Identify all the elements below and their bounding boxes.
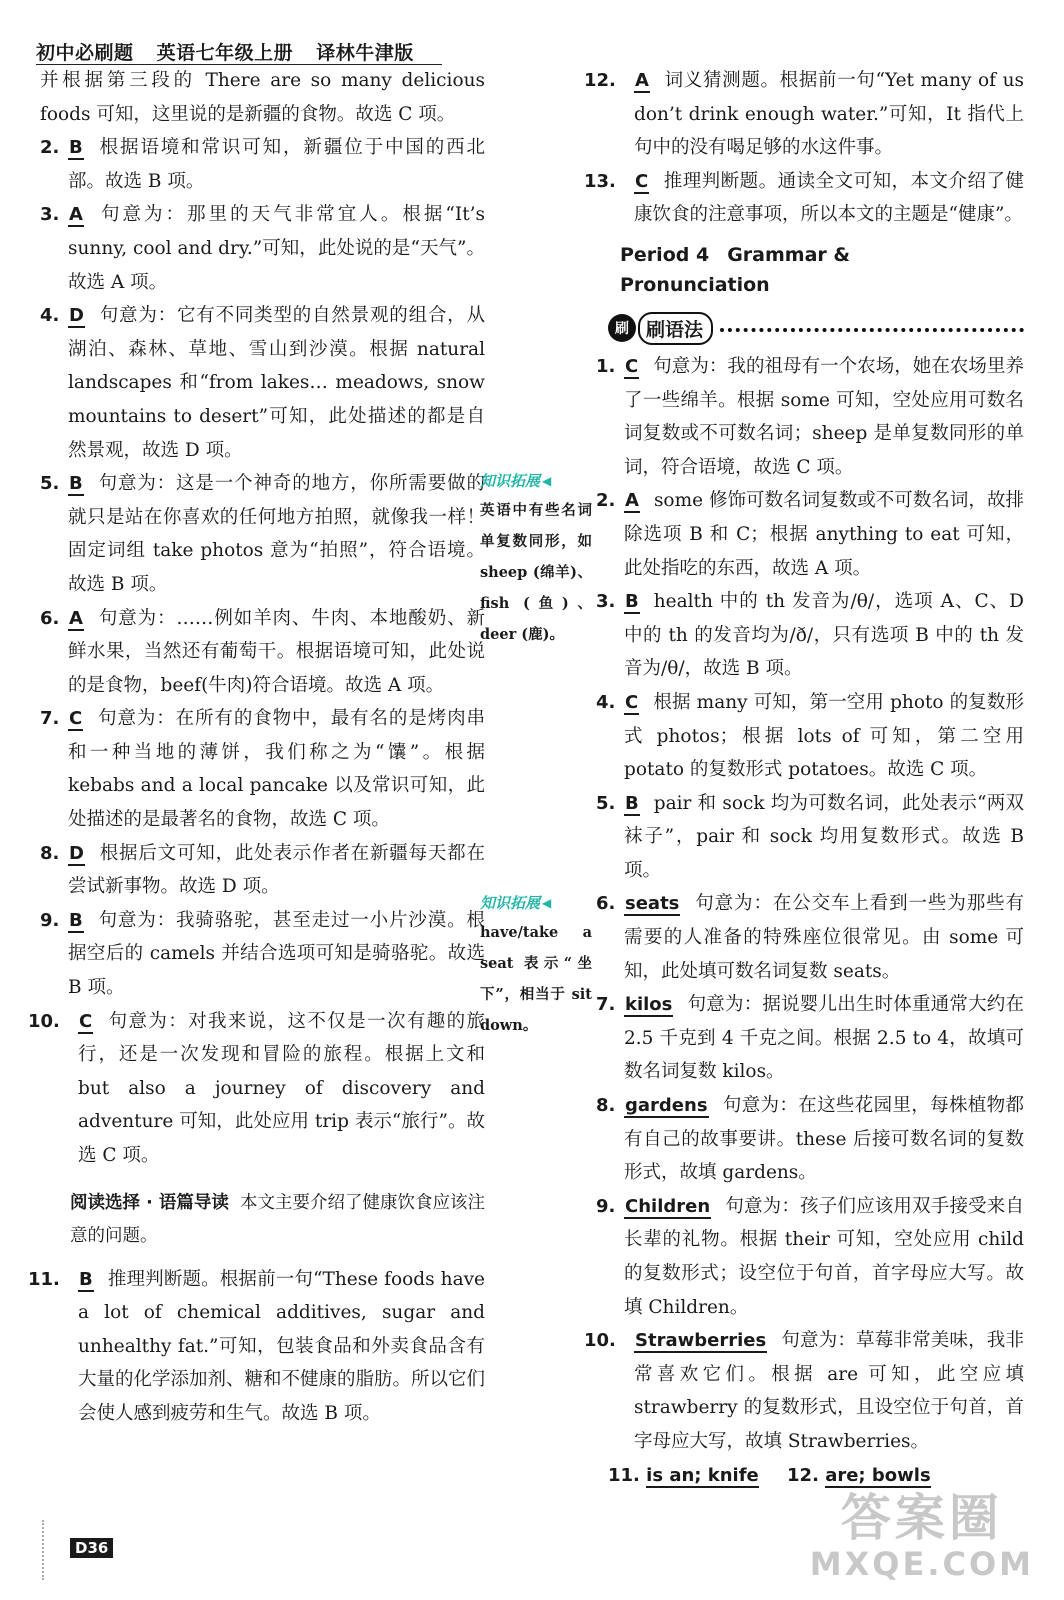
item-number: 12. <box>787 1464 819 1486</box>
grammar-items-11-12 <box>608 1459 1024 1493</box>
margin-dots <box>42 1520 70 1580</box>
explanation: 根据 many 可知，第一空用 photo 的复数形式 photos；根据 lots of 可知，第二空用 potato 的复数形式 potatoes。故选 C 项。 <box>624 691 1024 781</box>
item-number: 12. <box>584 70 616 91</box>
grammar-item-4 <box>596 686 1024 787</box>
knowledge-note-text: 英语中有些名词单复数同形，如 sheep (绵羊)、fish (鱼)、deer (鹿)。 <box>480 502 592 643</box>
item-number: 7. <box>596 994 616 1016</box>
knowledge-note-text: have/take a seat 表示“坐下”，相当于 sit down。 <box>480 924 592 1034</box>
explanation: 句意为：那里的天气非常宜人。根据“It’s sunny, cool and dry.”可知，此处说的是“天气”。故选 A 项。 <box>68 204 485 293</box>
watermark-url: MXQE.COM <box>809 1545 1034 1583</box>
item-number: 4. <box>596 691 616 713</box>
item-number: 4. <box>40 305 60 327</box>
answer-key: C <box>625 355 639 377</box>
item-number: 8. <box>40 842 60 864</box>
answer-key: Children <box>625 1195 711 1217</box>
explanation: 推理判断题。根据前一句“These foods have a lot of chemical additives, sugar and unhealthy fat.”可知，包装食品和外卖食品含有大量的化学添加剂、糖和不健康的脂肪。所以它们会使人感到疲劳和生气。故选 B 项。 <box>78 1268 486 1424</box>
left-answer-list <box>28 131 485 1172</box>
answer-key: kilos <box>625 994 673 1016</box>
knowledge-label <box>480 892 551 913</box>
item-number: 9. <box>596 1195 616 1217</box>
grammar-item-9 <box>596 1190 1024 1324</box>
section-badge-row <box>608 310 1024 348</box>
answer-key: A <box>69 204 83 226</box>
explanation: some 修饰可数名词复数或不可数名词，故排除选项 B 和 C；根据 anything to eat 可知，此处指吃的东西，故选 A 项。 <box>624 490 1024 579</box>
explanation: pair 和 sock 均为可数名词，此处表示“两双袜子”，pair 和 sock 均用复数形式。故选 B 项。 <box>624 792 1024 881</box>
explanation: health 中的 th 发音为/θ/，选项 A、C、D 中的 th 的发音均为/ð/，只有选项 B 中的 th 发音为/θ/，故选 B 项。 <box>624 591 1024 680</box>
item-number: 11. <box>608 1464 640 1486</box>
item-number: 11. <box>28 1268 60 1290</box>
knowledge-label-text: 知识拓展 <box>480 472 541 490</box>
explanation: 词义猜测题。根据前一句“Yet many of us don’t drink enough water.”可知，It 指代上句中的没有喝足够的水这件事。 <box>634 70 1024 159</box>
knowledge-label <box>480 470 551 491</box>
item-number: 2. <box>596 490 616 512</box>
explanation: 句意为：草莓非常美味，我非常喜欢它们。根据 are 可知，此空应填 strawberry 的复数形式，且设空位于句首，首字母应大写，故填 Strawberries。 <box>634 1330 1024 1452</box>
answer-key: C <box>79 1010 93 1032</box>
guide-text: 本文主要介绍了健康饮食应该注意的问题。 <box>70 1192 485 1246</box>
guide-title: 阅读选择 · 语篇导读 <box>70 1192 229 1213</box>
item-number: 7. <box>40 708 60 730</box>
grammar-answer-list <box>584 350 1024 1459</box>
item-number: 3. <box>596 591 616 613</box>
explanation: 句意为：这是一个神奇的地方，你所需要做的就只是站在你喜欢的任何地方拍照，就像我一样！固定词组 take photos 意为“拍照”，符合语境。故选 B 项。 <box>68 473 485 595</box>
answer-key: seats <box>625 893 680 915</box>
answer-key: C <box>635 170 649 192</box>
answer-item-11 <box>28 1263 486 1431</box>
item-number: 5. <box>40 473 60 495</box>
knowledge-note-2 <box>480 892 592 1041</box>
answer-key: D <box>69 842 84 864</box>
answer-key: D <box>69 305 84 327</box>
answer-item-3 <box>40 198 485 299</box>
answer-key: A <box>69 607 83 629</box>
item-number: 1. <box>596 355 616 377</box>
explanation: 句意为：我的祖母有一个农场，她在农场里养了一些绵羊。根据 some 可知，空处应用可数名词复数或不可数名词；sheep 是单复数同形的单词，符合语境，故选 C 项。 <box>624 355 1024 478</box>
item-number: 10. <box>584 1330 616 1352</box>
triangle-left-icon: ◀ <box>542 895 552 910</box>
right-column <box>584 64 1024 1493</box>
item-number: 6. <box>596 893 616 915</box>
period-heading <box>620 240 1024 300</box>
period-label: Period 4 <box>620 243 710 266</box>
grammar-item-5 <box>596 787 1024 888</box>
running-header <box>36 38 430 65</box>
site-watermark <box>810 1490 1034 1582</box>
period-title: Grammar & Pronunciation <box>620 243 850 296</box>
brush-icon: 刷 <box>608 314 636 342</box>
answer-item-5 <box>40 467 485 601</box>
answer-item-2 <box>40 131 485 198</box>
knowledge-label-text: 知识拓展 <box>480 894 541 912</box>
answer-key: B <box>69 137 83 159</box>
grammar-item-6 <box>596 887 1024 988</box>
explanation: 句意为：我骑骆驼，甚至走过一小片沙漠。根据空后的 camels 并结合选项可知是骑骆驼。故选 B 项。 <box>68 909 485 999</box>
explanation: 句意为：在所有的食物中，最有名的是烤肉串和一种当地的薄饼，我们称之为“馕”。根据 kebabs and a local pancake 以及常识可知，此处描述的是最著名的食物，故选 C 项。 <box>68 708 485 831</box>
knowledge-note-1 <box>480 470 592 650</box>
reading-guide <box>70 1187 485 1253</box>
answer-item-9 <box>40 904 485 1005</box>
answer-item-12 <box>584 64 1024 165</box>
explanation: 句意为：在这些花园里，每株植物都有自己的故事要讲。these 后接可数名词的复数形式，故填 gardens。 <box>624 1095 1024 1184</box>
dotted-divider <box>720 328 1024 332</box>
explanation: 句意为：在公交车上看到一些为那些有需要的人准备的特殊座位很常见。由 some 可知，此处填可数名词复数 seats。 <box>624 893 1024 982</box>
explanation: 句意为：它有不同类型的自然景观的组合，从湖泊、森林、草地、雪山到沙漠。根据 natural landscapes 和“from lakes… meadows, snow mountains to desert”可知，此处描述的都是自然景观，故选 D 项。 <box>68 305 485 461</box>
item-number: 5. <box>596 792 616 814</box>
answer-key: are; bowls <box>825 1464 931 1486</box>
answer-item-10 <box>28 1005 485 1173</box>
grammar-item-1 <box>596 350 1024 484</box>
item-number: 9. <box>40 909 60 931</box>
grammar-item-3 <box>596 585 1024 686</box>
answer-key: B <box>625 591 639 613</box>
header-edition: 译林牛津版 <box>316 42 414 64</box>
answer-item-6 <box>40 602 485 703</box>
explanation: 句意为：孩子们应该用双手接受来自长辈的礼物。根据 their 可知，空处应用 child 的复数形式；设空位于句首，首字母应大写。故填 Children。 <box>624 1195 1024 1318</box>
answer-item-4 <box>40 299 485 467</box>
item-number: 10. <box>28 1010 60 1032</box>
answer-key: B <box>69 909 83 931</box>
header-series: 初中必刷题 <box>36 42 134 64</box>
grammar-item-10 <box>584 1324 1024 1458</box>
triangle-left-icon: ◀ <box>542 473 552 488</box>
explanation: 根据后文可知，此处表示作者在新疆每天都在尝试新事物。故选 D 项。 <box>68 842 485 898</box>
answer-key: B <box>79 1268 93 1290</box>
grammar-badge <box>608 312 713 345</box>
answer-key: gardens <box>625 1095 708 1117</box>
answer-key: C <box>625 691 639 713</box>
page-number: D36 <box>70 1538 113 1558</box>
watermark-logo-text: 答案圈 <box>840 1489 1003 1547</box>
answer-item-13 <box>584 165 1024 232</box>
answer-item-8 <box>40 837 485 904</box>
answer-key: Strawberries <box>635 1330 767 1352</box>
item-number: 13. <box>584 170 616 192</box>
left-column <box>28 64 486 1431</box>
item-number: 3. <box>40 204 60 226</box>
answer-key: is an; knife <box>646 1464 759 1486</box>
header-subject: 英语七年级上册 <box>156 42 294 64</box>
answer-key: B <box>625 792 639 814</box>
answer-key: A <box>625 490 639 512</box>
answer-key: A <box>635 70 649 91</box>
grammar-item-8 <box>596 1089 1024 1190</box>
explanation: 句意为：……例如羊肉、牛肉、本地酸奶、新鲜水果，当然还有葡萄干。根据语境可知，此处说的是食物，beef(牛肉)符合语境。故选 A 项。 <box>68 607 485 696</box>
explanation: 推理判断题。通读全文可知，本文介绍了健康饮食的注意事项，所以本文的主题是“健康”。 <box>634 170 1024 226</box>
answer-key: B <box>69 473 83 495</box>
explanation: 句意为：对我来说，这不仅是一次有趣的旅行，还是一次发现和冒险的旅程。根据上文和 but also a journey of discovery and adventure 可知，此处应用 trip 表示“旅行”。故选 C 项。 <box>78 1010 485 1166</box>
item-number: 6. <box>40 607 60 629</box>
grammar-item-7 <box>596 988 1024 1089</box>
continued-explanation: 并根据第三段的 There are so many delicious foods 可知，这里说的是新疆的食物。故选 C 项。 <box>40 70 485 125</box>
explanation: 根据语境和常识可知，新疆位于中国的西北部。故选 B 项。 <box>68 137 485 192</box>
item-number: 8. <box>596 1095 616 1117</box>
item-number: 2. <box>40 137 60 159</box>
explanation: 句意为：据说婴儿出生时体重通常大约在 2.5 千克到 4 千克之间。根据 2.5 to 4，故填可数名词复数 kilos。 <box>624 994 1024 1083</box>
answer-item-7 <box>40 702 485 836</box>
answer-key: C <box>69 708 83 730</box>
badge-label: 刷语法 <box>638 312 713 345</box>
grammar-item-2 <box>596 484 1024 585</box>
